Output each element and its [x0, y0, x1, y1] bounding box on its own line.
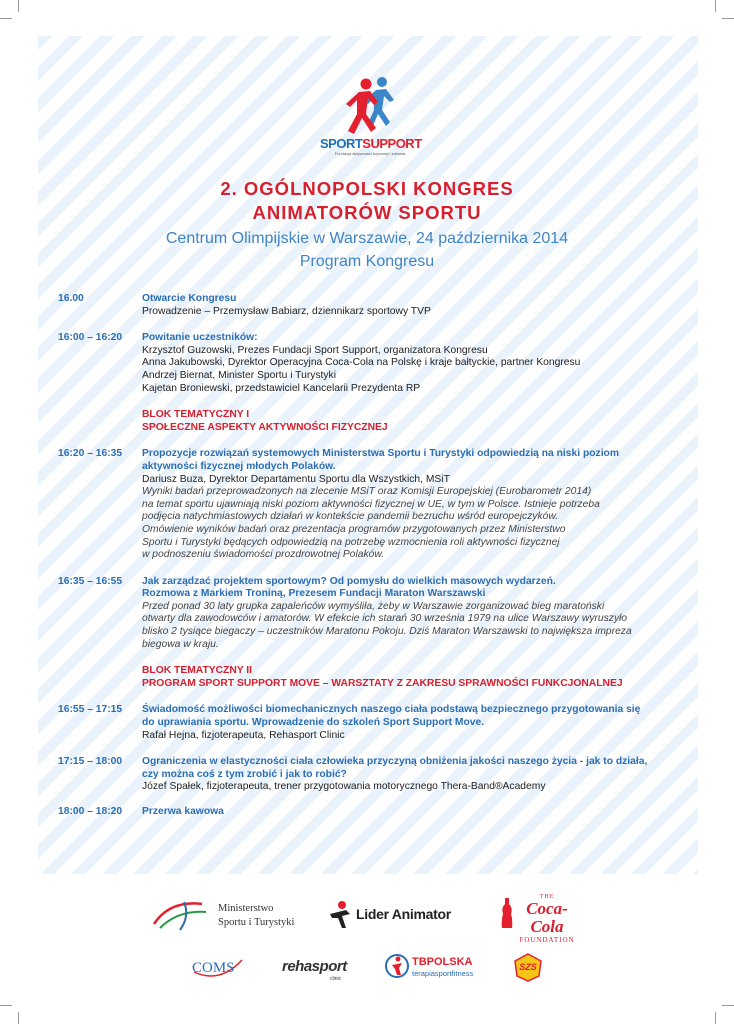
- lider-animator-icon: [326, 900, 354, 930]
- program-item: [58, 756, 678, 794]
- item-title: aktywności fizycznej młodych Polaków.: [142, 460, 336, 472]
- item-speaker: Rafał Hejna, fizjoterapeuta, Rehasport Clinic: [142, 729, 345, 741]
- item-time: 16:55 – 17:15: [58, 704, 123, 716]
- item-title: Rozmowa z Markiem Troniną, Prezesem Fundacji Maraton Warszawski: [142, 588, 486, 600]
- item-title: Propozycje rozwiązań systemowych Ministerstwa Sportu i Turystyki odpowiedzią na niski poziom: [142, 448, 620, 460]
- crop-mark: [715, 0, 716, 12]
- msit-name-line2: Sportu i Turystyki: [218, 917, 295, 928]
- item-title: Ograniczenia w elastyczności ciała człowieka przyczyną obniżenia jakości naszego życia - jak to działa,: [142, 756, 648, 768]
- item-speaker: Kajetan Broniewski, przedstawiciel Kancelarii Prezydenta RP: [142, 382, 421, 394]
- item-time: 16:00 – 16:20: [58, 332, 123, 344]
- item-description: w podnoszeniu świadomości prozdrowotnej Polaków.: [142, 549, 385, 561]
- msit-name-line1: Ministerstwo: [218, 903, 274, 914]
- coca-the: THE: [539, 894, 555, 900]
- item-speaker: Anna Jakubowski, Dyrektor Operacyjna Coca-Cola na Polskę i kraje bałtyckie, partner Kongresu: [142, 357, 581, 369]
- item-time: 16:35 – 16:55: [58, 575, 123, 587]
- item-speaker: Józef Spałek, fizjoterapeuta, trener przygotowania motorycznego Thera-Band®Academy: [142, 781, 546, 793]
- item-description: otwarty dla zawodowców i amatorów. W efekcie ich starań 30 września 1979 na ulice Warszawy wyruszyło: [142, 613, 628, 625]
- program-item: [58, 704, 678, 742]
- tb-polska-sub: terapiasportfitness: [412, 969, 474, 978]
- item-speaker: Andrzej Biernat, Minister Sportu i Turystyki: [142, 369, 336, 381]
- tb-polska-icon: [384, 952, 410, 980]
- item-time: 18:00 – 18:20: [58, 806, 123, 817]
- program-item: [58, 332, 678, 395]
- item-description: blisko 2 tysiące biegaczy – uczestników Maratonu Pokoju. Dziś Maraton Warszawski to największa impreza: [142, 626, 632, 638]
- item-description: Wyniki badań przeprowadzonych na zlecenie MSiT oraz Komisji Europejskiej (Eurobarometr 2014): [142, 486, 592, 498]
- szs-name: SZS: [519, 962, 537, 972]
- lider-animator-name: Lider Animator: [356, 906, 451, 922]
- coms-name: COMS: [192, 960, 235, 976]
- item-title: Przerwa kawowa: [142, 806, 224, 817]
- item-time: 16.00: [58, 293, 84, 304]
- program-item: [58, 576, 678, 652]
- block-title: PROGRAM SPORT SUPPORT MOVE – WARSZTATY Z ZAKRESU SPRAWNOŚCI FUNKCJONALNEJ: [142, 677, 623, 689]
- item-description: Przed ponad 30 laty grupka zapaleńców wymyśliła, żeby w Warszawie zorganizować bieg maratoński: [142, 600, 605, 612]
- page-title-line1: 2. OGÓLNOPOLSKI KONGRES: [220, 178, 514, 199]
- item-title: Świadomość możliwości biomechanicznych naszego ciała podstawą bezpiecznego przygotowania się: [142, 704, 641, 716]
- item-speaker: Dariusz Buza, Dyrektor Departamentu Sportu dla Wszystkich, MSiT: [142, 473, 450, 485]
- thematic-block: [58, 665, 678, 690]
- item-speaker: Prowadzenie – Przemysław Babiarz, dziennikarz sportowy TVP: [142, 305, 431, 317]
- item-time: 16:20 – 16:35: [58, 448, 123, 460]
- item-description: Omówienie wyników badań oraz prezentacja programów przygotowanych przez Ministerstwo: [142, 523, 566, 535]
- program-item: [58, 448, 678, 561]
- thematic-block: [58, 409, 678, 434]
- program-item: [58, 806, 678, 819]
- crop-mark: [722, 18, 734, 19]
- program-heading: Program Kongresu: [299, 253, 435, 270]
- venue-date: Centrum Olimpijskie w Warszawie, 24 października 2014: [165, 230, 569, 247]
- item-title: czy można coś z tym zrobić i jak to robić?: [142, 768, 347, 780]
- brand-name: SPORTSUPPORT: [320, 136, 422, 151]
- item-time: 17:15 – 18:00: [58, 756, 123, 768]
- item-description: na temat sportu ujawniają niski poziom aktywności fizycznej w UE, w tym w Polsce. Istnieje potrzeba: [142, 498, 600, 510]
- crop-mark: [0, 18, 12, 19]
- tb-polska-name: TBPOLSKA: [412, 956, 473, 968]
- msit-logo-icon: [150, 898, 212, 932]
- page-title-line2: ANIMATORÓW SPORTU: [252, 202, 482, 223]
- brand-tagline: Fundacja aktywności fizycznej i zdrowia: [334, 151, 406, 156]
- program-item: [58, 293, 678, 318]
- item-title: Jak zarządzać projektem sportowym? Od pomysłu do wielkich masowych wydarzeń.: [142, 575, 556, 587]
- coca-foundation: FOUNDATION: [519, 936, 575, 944]
- block-title: BLOK TEMATYCZNY II: [142, 665, 253, 677]
- item-description: podjęcia natychmiastowych działań w kontekście pandemii bezruchu wśród europejczyków.: [142, 511, 559, 523]
- sponsor-logos: [0, 880, 734, 1024]
- coca-cola-name: Coca-Cola: [526, 899, 568, 936]
- item-title: Otwarcie Kongresu: [142, 293, 237, 304]
- rehasport-name: rehasport: [282, 958, 347, 975]
- item-speaker: Krzysztof Guzowski, Prezes Fundacji Sport Support, organizatora Kongresu: [142, 344, 488, 356]
- item-description: Sportu i Turystyki będących odpowiedzią na potrzebę wzmocnienia roli aktywności fizycznej: [142, 536, 560, 548]
- item-title: Powitanie uczestników:: [142, 332, 258, 344]
- program-list: [58, 293, 678, 819]
- block-title: SPOŁECZNE ASPEKTY AKTYWNOŚCI FIZYCZNEJ: [142, 421, 388, 433]
- block-title: BLOK TEMATYCZNY I: [142, 409, 250, 421]
- item-description: biegowa w kraju.: [142, 638, 219, 650]
- rehasport-sub: clinic: [330, 976, 342, 982]
- item-title: do uprawiania sportu. Wprowadzenie do szkoleń Sport Support Move.: [142, 717, 485, 729]
- crop-mark: [18, 0, 19, 12]
